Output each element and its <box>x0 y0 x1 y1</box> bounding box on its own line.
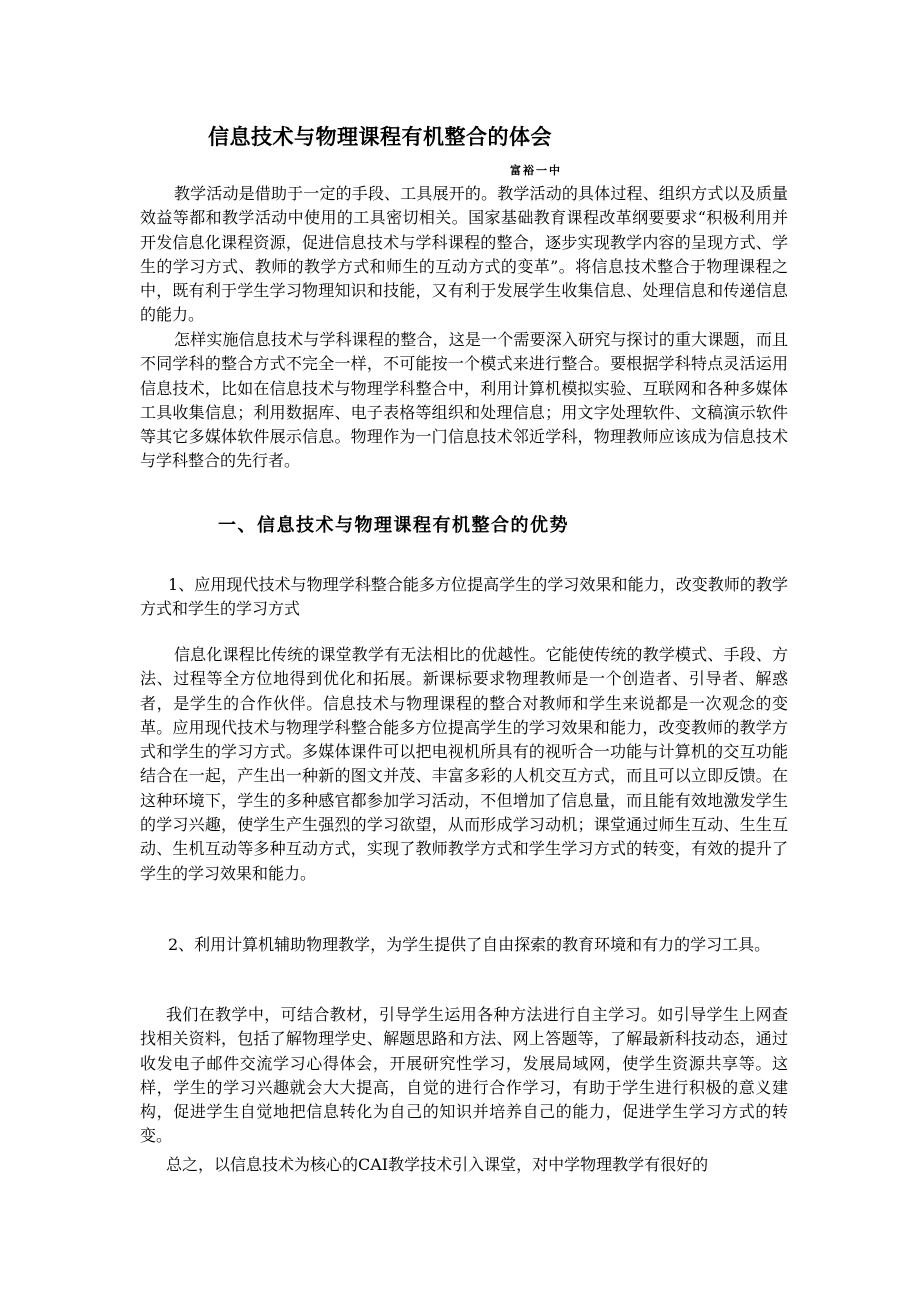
section-heading-advantages: 一、信息技术与物理课程有机整合的优势 <box>218 515 569 536</box>
subheading-2: 2、利用计算机辅助物理教学，为学生提供了自由探索的教育环境和有力的学习工具。 <box>168 935 771 954</box>
document-author: 富裕一中 <box>510 164 562 177</box>
document-title: 信息技术与物理课程有机整合的体会 <box>208 125 552 149</box>
paragraph-how-to-integrate: 怎样实施信息技术与学科课程的整合，这是一个需要深入研究与探讨的重大课题，而且不同学科的整合方式不完全一样，不可能按一个模式来进行整合。要根据学科特点灵活运用信息技术，比如在信息技术与物理学科整合中，利用计算机模拟实验、互联网和各种多媒体工具收集信息；利用数据库、电子表格等组织和处理信息；用文字处理软件、文稿演示软件等其它多媒体软件展示信息。物理作为一门信息技术邻近学科，物理教师应该成为信息技术与学科整合的先行者。 <box>140 330 788 471</box>
paragraph-conclusion: 总之，以信息技术为核心的CAI教学技术引入课堂，对中学物理教学有很好的 <box>166 1155 709 1174</box>
paragraph-information-curriculum: 信息化课程比传统的课堂教学有无法相比的优越性。它能使传统的教学模式、手段、方法、过程等全方位地得到优化和拓展。新课标要求物理教师是一个创造者、引导者、解惑者，是学生的合作伙伴。信息技术与物理课程的整合对教师和学生来说都是一次观念的变革。应用现代技术与物理学科整合能多方位提高学生的学习效果和能力，改变教师的教学方式和学生的学习方式。多媒体课件可以把电视机所具有的视听合一功能与计算机的交互功能结合在一起，产生出一种新的图文并茂、丰富多彩的人机交互方式，而且可以立即反馈。在这种环境下，学生的多种感官都参加学习活动，不但增加了信息量，而且能有效地激发学生的学习兴趣，使学生产生强烈的学习欲望，从而形成学习动机；课堂通过师生互动、生生互动、生机互动等多种互动方式，实现了教师教学方式和学生学习方式的转变，有效的提升了学生的学习效果和能力。 <box>140 645 788 883</box>
paragraph-intro: 教学活动是借助于一定的手段、工具展开的。教学活动的具体过程、组织方式以及质量效益等都和教学活动中使用的工具密切相关。国家基础教育课程改革纲要要求“积极利用并开发信息化课程资源，促进信息技术与学科课程的整合，逐步实现教学内容的呈现方式、学生的学习方式、教师的教学方式和师生的互动方式的变革”。将信息技术整合于物理课程之中，既有利于学生学习物理知识和技能，又有利于发展学生收集信息、处理信息和传递信息的能力。 <box>140 184 788 325</box>
subheading-1: 1、应用现代技术与物理学科整合能多方位提高学生的学习效果和能力，改变教师的教学方式和学生的学习方式 <box>140 575 788 619</box>
paragraph-self-learning: 我们在教学中，可结合教材，引导学生运用各种方法进行自主学习。如引导学生上网查找相关资料，包括了解物理学史、解题思路和方法、网上答题等，了解最新科技动态，通过收发电子邮件交流学习心得体会，开展研究性学习，发展局域网，使学生资源共享等。这样，学生的学习兴趣就会大大提高，自觉的进行合作学习，有助于学生进行积极的意义建构，促进学生自觉地把信息转化为自己的知识并培养自己的能力，促进学生学习方式的转变。 <box>140 1005 788 1146</box>
